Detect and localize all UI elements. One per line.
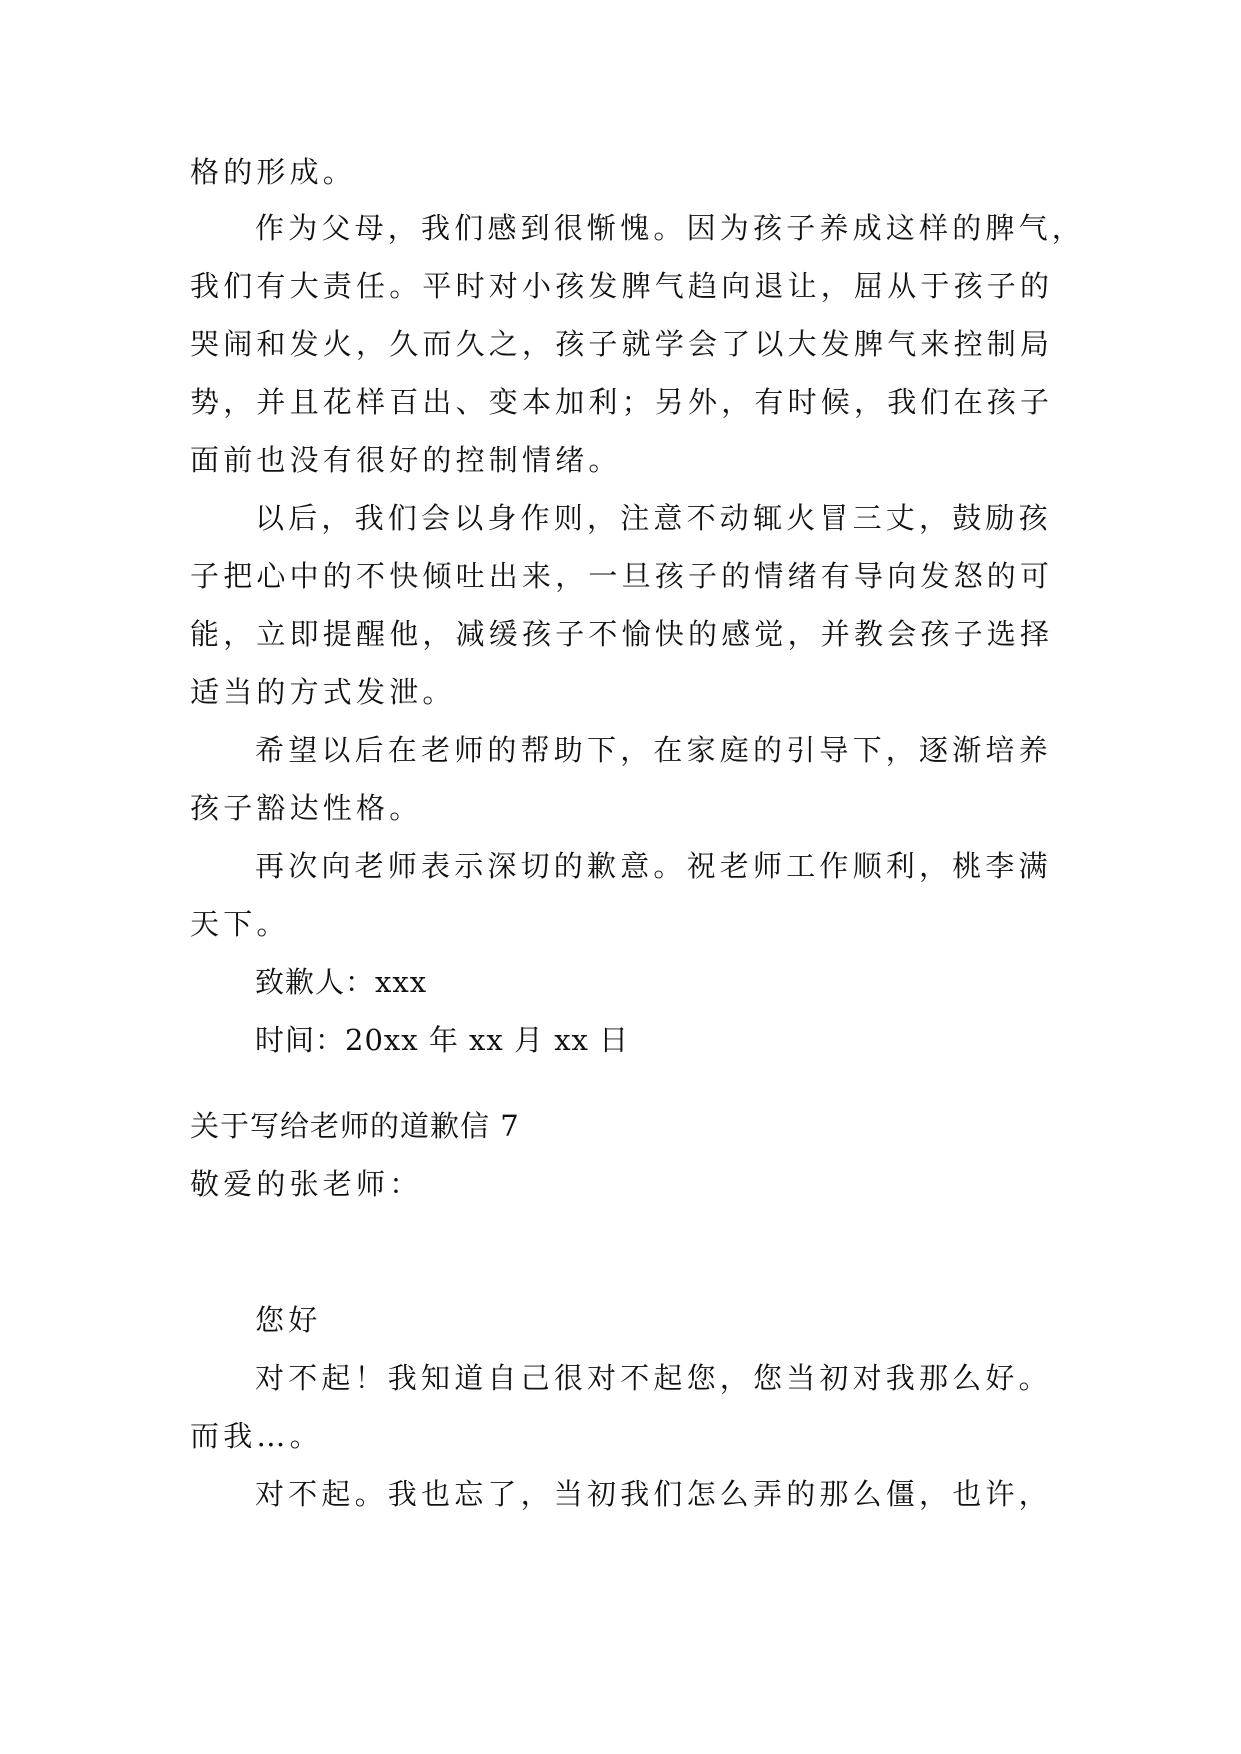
text-line: 格的形成。: [190, 155, 357, 189]
salutation: 敬爱的张老师：: [190, 1167, 423, 1201]
paragraph-line: 以后，我们会以身作则，注意不动辄火冒三丈，鼓励孩: [255, 501, 1052, 535]
text-line: 天下。: [190, 907, 290, 941]
signature-line: 致歉人：xxx: [255, 965, 428, 999]
paragraph-line: 对不起！我知道自己很对不起您，您当初对我那么好。: [255, 1361, 1052, 1395]
paragraph-line: 对不起。我也忘了，当初我们怎么弄的那么僵，也许，: [255, 1477, 1052, 1511]
text-line: 子把心中的不快倾吐出来，一旦孩子的情绪有导向发怒的可: [190, 559, 1054, 593]
text-line: 适当的方式发泄。: [190, 675, 456, 709]
text-line: 势，并且花样百出、变本加利；另外，有时候，我们在孩子: [190, 385, 1054, 419]
section-title: 关于写给老师的道歉信 7: [190, 1109, 520, 1143]
paragraph-line: 希望以后在老师的帮助下，在家庭的引导下，逐渐培养: [255, 733, 1052, 767]
paragraph-line: 再次向老师表示深切的歉意。祝老师工作顺利，桃李满: [255, 849, 1052, 883]
text-line: 能，立即提醒他，减缓孩子不愉快的感觉，并教会孩子选择: [190, 617, 1054, 651]
text-line: 孩子豁达性格。: [190, 791, 423, 825]
greeting: 您好: [255, 1303, 322, 1337]
text-line: 而我…。: [190, 1419, 323, 1453]
date-line: 时间：20xx 年 xx 月 xx 日: [255, 1023, 630, 1057]
text-line: 哭闹和发火，久而久之，孩子就学会了以大发脾气来控制局: [190, 327, 1054, 361]
paragraph-line: 作为父母，我们感到很惭愧。因为孩子养成这样的脾气，: [255, 211, 1086, 245]
text-line: 我们有大责任。平时对小孩发脾气趋向退让，屈从于孩子的: [190, 269, 1054, 303]
text-line: 面前也没有很好的控制情绪。: [190, 443, 622, 477]
